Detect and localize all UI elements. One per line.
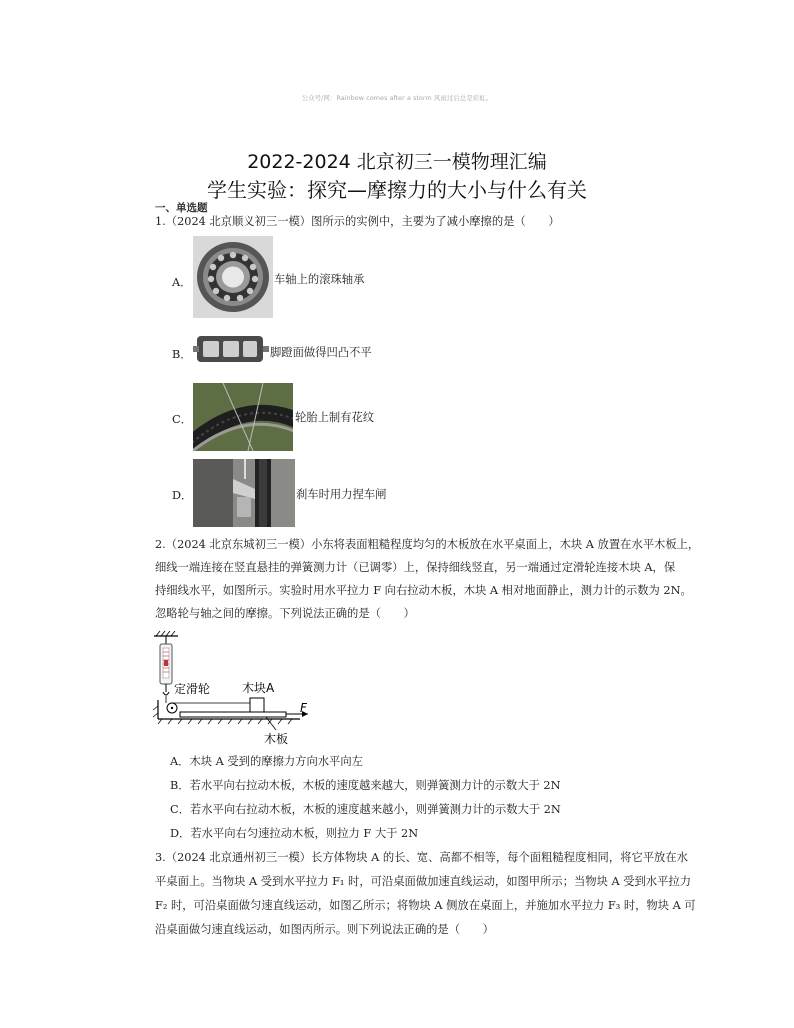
q1-option-c-label: C． — [172, 413, 192, 426]
q2-stem-line-4: 忽略轮与轴之间的摩擦。下列说法正确的是（ ） — [155, 607, 415, 620]
tire-image — [193, 383, 293, 451]
brake-image — [193, 459, 295, 527]
page-title: 2022-2024 北京初三一模物理汇编 — [247, 151, 547, 173]
q1-option-d-label: D． — [172, 489, 193, 502]
q2-stem-line-2: 细线一端连接在竖直悬挂的弹簧测力计（已调零）上，保持细线竖直，另一端通过定滑轮连接木块 A，保 — [155, 561, 676, 574]
q1-option-a-text: 车轴上的滚珠轴承 — [274, 273, 365, 286]
q2-option-b: B．若水平向右拉动木板，木板的速度越来越大，则弹簧测力计的示数大于 2N — [170, 779, 561, 792]
q3-stem-line-1: 3.（2024 北京通州初三一模）长方体物块 A 的长、宽、高都不相等，每个面粗糙程度相同，将它平放在水 — [155, 851, 688, 864]
q1-stem: 1.（2024 北京顺义初三一模）图所示的实例中，主要为了减小摩擦的是（ ） — [155, 215, 560, 228]
q2-stem-line-3: 持细线水平，如图所示。实验时用水平拉力 F 向右拉动木板，木块 A 相对地面静止，测力计的示数为 2N。 — [155, 584, 692, 597]
block-label: 木块A — [242, 681, 275, 695]
bearing-image — [193, 236, 273, 318]
q2-option-c: C．若水平向右拉动木板，木板的速度越来越小，则弹簧测力计的示数大于 2N — [170, 803, 561, 816]
spring-scale-icon — [160, 644, 172, 684]
q1-option-d-text: 刹车时用力捏车闸 — [296, 488, 387, 501]
section-heading: 一、单选题 — [155, 202, 208, 214]
board-label: 木板 — [264, 732, 289, 746]
q1-option-a-label: A． — [172, 276, 192, 289]
force-label: F — [300, 701, 307, 715]
q2-option-d: D．若水平向右匀速拉动木板，则拉力 F 大于 2N — [170, 827, 419, 840]
pulley-label: 定滑轮 — [174, 682, 211, 696]
board-shape — [180, 712, 286, 717]
q1-option-c-text: 轮胎上制有花纹 — [295, 411, 375, 424]
block-a-shape — [250, 698, 264, 712]
q1-option-b-text: 脚蹬面做得凹凸不平 — [270, 346, 372, 359]
q1-option-b-label: B． — [172, 348, 192, 361]
q2-option-a: A．木块 A 受到的摩擦力方向水平向左 — [170, 755, 363, 768]
q3-stem-line-2: 平桌面上。当物块 A 受到水平拉力 F₁ 时，可沿桌面做加速直线运动，如图甲所示；当物块 A 受到水平拉力 — [155, 875, 691, 888]
q2-stem-line-1: 2.（2024 北京东城初三一模）小东将表面粗糙程度均匀的木板放在水平桌面上，木块 A 放置在水平木板上， — [155, 538, 700, 551]
friction-experiment-figure — [150, 630, 330, 748]
pedal-image — [193, 330, 269, 368]
q3-stem-line-3: F₂ 时，可沿桌面做匀速直线运动，如图乙所示；将物块 A 侧放在桌面上，并施加水平拉力 F₃ 时，物块 A 可 — [155, 899, 696, 912]
page-subtitle: 学生实验：探究—摩擦力的大小与什么有关 — [207, 178, 587, 202]
watermark: 公众号/网：Rainbow comes after a storm 风雨过后总是彩虹。 — [301, 94, 493, 102]
q3-stem-line-4: 沿桌面做匀速直线运动，如图丙所示。则下列说法正确的是（ ） — [155, 923, 494, 936]
